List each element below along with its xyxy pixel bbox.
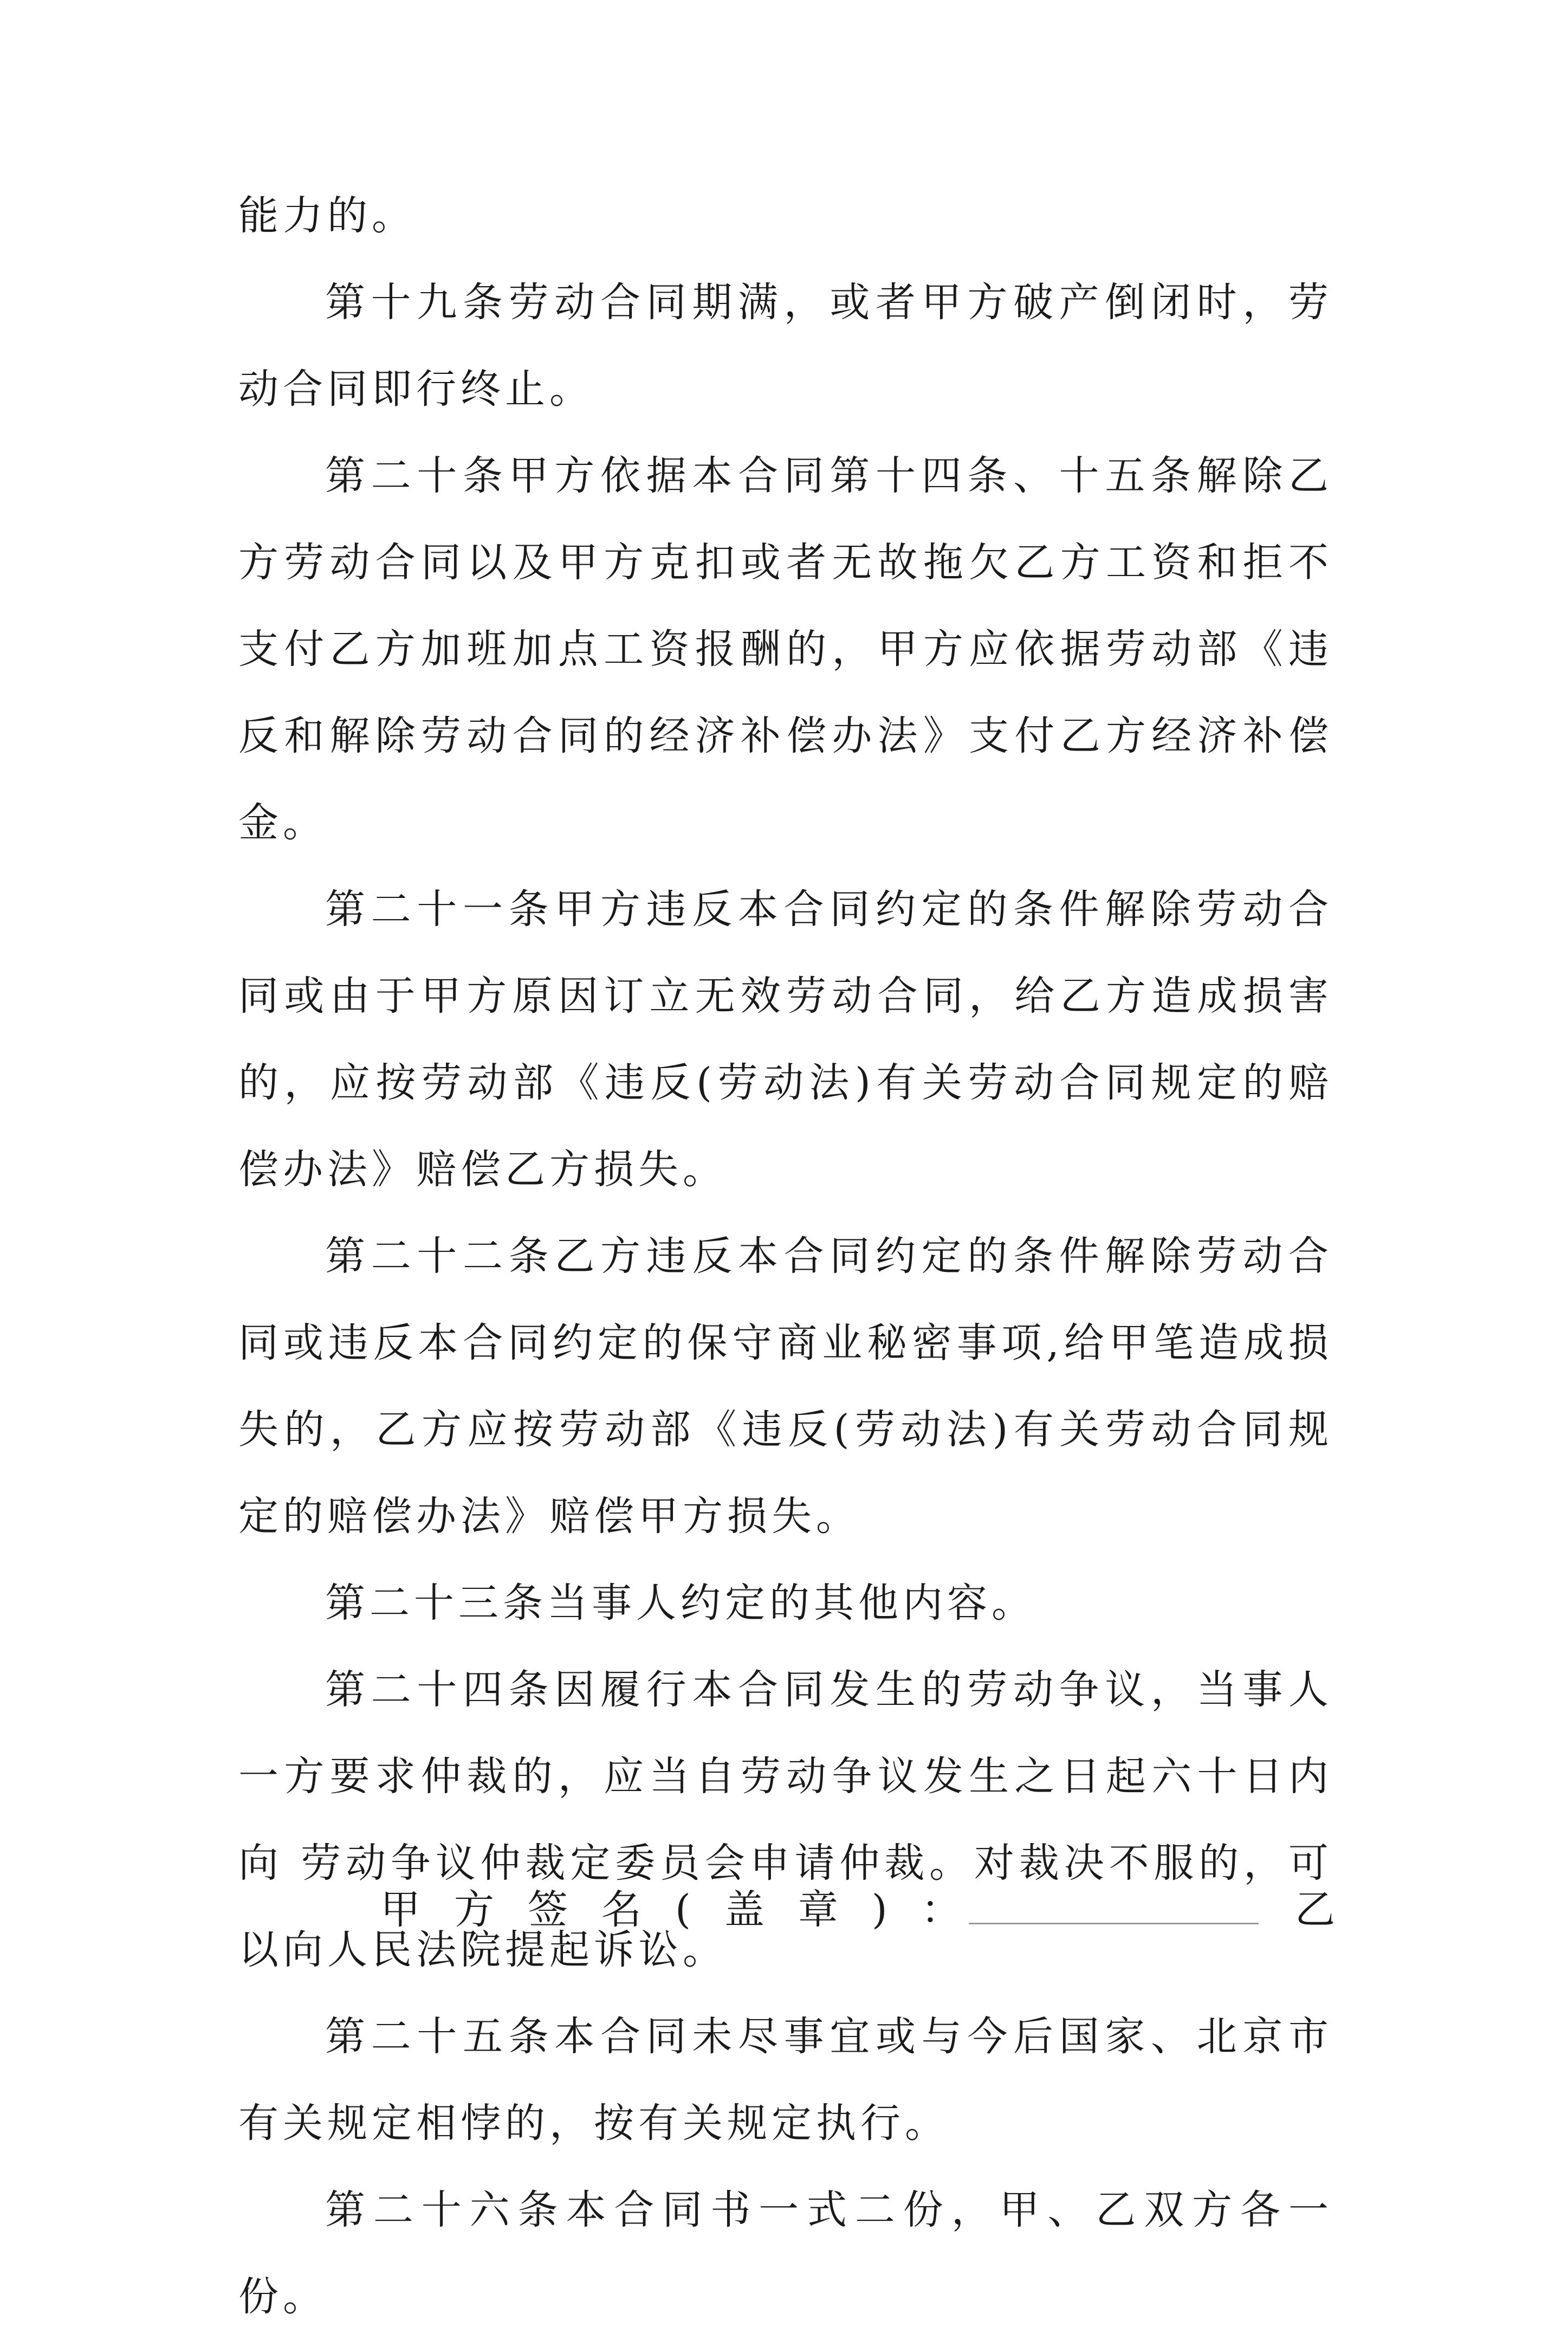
contract-body xyxy=(238,172,1333,2340)
article-24: 第二十四条因履行本合同发生的劳动争议，当事人一方要求仲裁的，应当自劳动争议发生之日起六十日内向 劳动争议仲裁定委员会申请仲裁。对裁决不服的，可以向人民法院提起诉讼。 xyxy=(238,1666,1333,1973)
article-19: 第十九条劳动合同期满，或者甲方破产倒闭时，劳动合同即行终止。 xyxy=(238,279,1333,412)
party-a-signature-blank xyxy=(969,1923,1259,1924)
article-25: 第二十五条本合同未尽事宜或与今后国家、北京市有关规定相悖的，按有关规定执行。 xyxy=(238,2013,1333,2147)
article-26: 第二十六条本合同书一式二份，甲、乙双方各一份。 xyxy=(238,2187,1333,2320)
article-21: 第二十一条甲方违反本合同约定的条件解除劳动合同或由于甲方原因订立无效劳动合同，给乙方造成损害的，应按劳动部《违反(劳动法)有关劳动合同规定的赔偿办法》赔偿乙方损失。 xyxy=(238,886,1333,1193)
party-b-label-start: 乙 xyxy=(1295,1886,1335,1933)
article-22: 第二十二条乙方违反本合同约定的条件解除劳动合同或违反本合同约定的保守商业秘密事项,给甲笔造成损失的，乙方应按劳动部《违反(劳动法)有关劳动合同规定的赔偿办法》赔偿甲方损失。 xyxy=(238,1233,1333,1540)
signature-line xyxy=(238,1866,1333,1953)
article-20: 第二十条甲方依据本合同第十四条、十五条解除乙方劳动合同以及甲方克扣或者无故拖欠乙方工资和拒不支付乙方加班加点工资报酬的，甲方应依据劳动部《违反和解除劳动合同的经济补偿办法》支付乙方经济补偿金。 xyxy=(238,453,1333,846)
paragraph-continuation: 能力的。 xyxy=(238,192,416,239)
party-a-signature-label: 甲方签名(盖章)： xyxy=(380,1886,995,1933)
article-23: 第二十三条当事人约定的其他内容。 xyxy=(325,1580,1036,1626)
